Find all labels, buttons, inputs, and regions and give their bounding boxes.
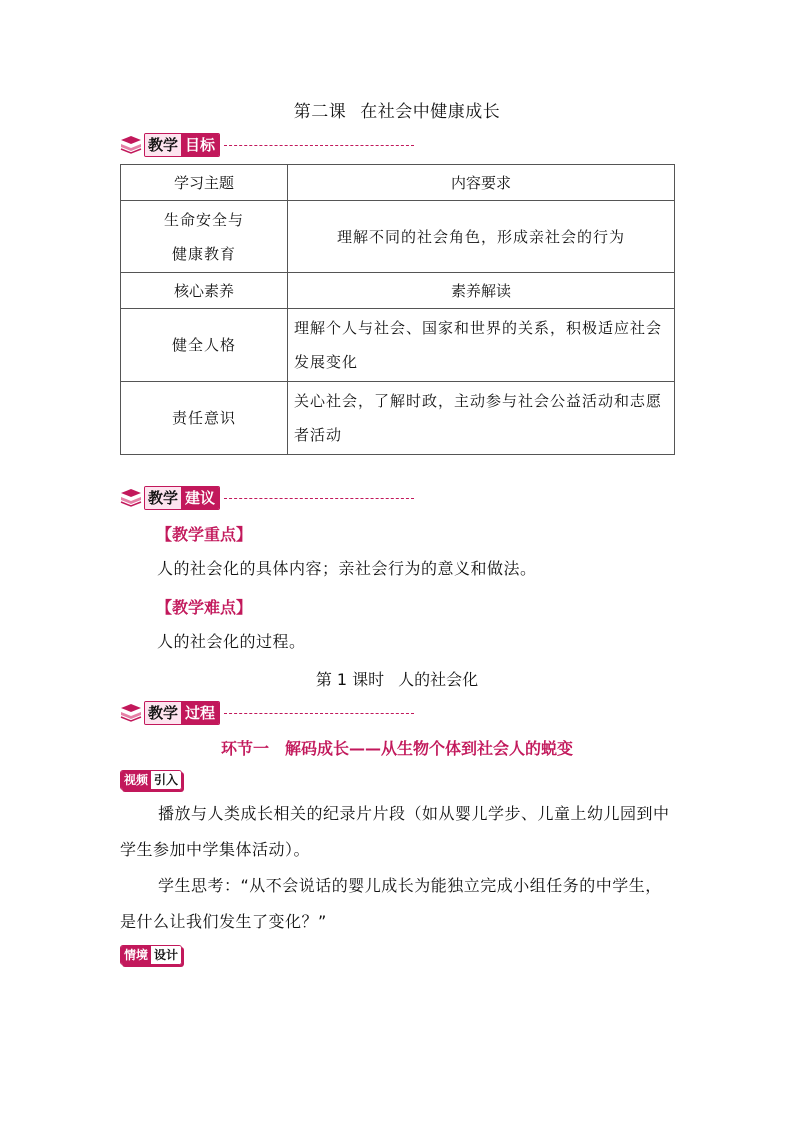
lesson-title	[0, 97, 794, 122]
table-header-cell: 内容要求	[288, 165, 675, 201]
stage-title: 环节一 解码成长——从生物个体到社会人的蜕变	[220, 739, 573, 758]
key-point-text: 人的社会化的具体内容；亲社会行为的意义和做法。	[157, 559, 537, 578]
section-process-label: 教学 过程	[144, 701, 220, 725]
table-header-cell: 学习主题	[121, 165, 288, 201]
table-cell: 理解不同的社会角色，形成亲社会的行为	[288, 201, 675, 273]
section-advice-label: 教学 建议	[144, 486, 220, 510]
table-cell: 理解个人与社会、国家和世界的关系，积极适应社会发展变化	[288, 309, 675, 382]
paragraph: 学生思考：“从不会说话的婴儿成长为能独立完成小组任务的中学生，是什么让我们发生了变化？”	[120, 876, 662, 931]
table-row	[121, 165, 675, 201]
table-header-cell: 素养解读	[288, 273, 675, 309]
section-divider	[224, 145, 414, 146]
book-icon	[120, 488, 142, 508]
table-cell: 健全人格	[121, 309, 288, 382]
section-advice-header	[120, 486, 414, 510]
section-divider	[224, 498, 414, 499]
key-point-heading: 【教学重点】	[156, 525, 253, 544]
table-row	[121, 309, 675, 382]
section-divider	[224, 713, 414, 714]
table-row	[121, 273, 675, 309]
table-cell: 责任意识	[121, 382, 288, 455]
table-cell: 关心社会，了解时政，主动参与社会公益活动和志愿者活动	[288, 382, 675, 455]
section-goals-label: 教学 目标	[144, 133, 220, 157]
class-title: 第 1 课时 人的社会化	[315, 670, 479, 689]
paragraph: 播放与人类成长相关的纪录片片段（如从婴儿学步、儿童上幼儿园到中学生参加中学集体活动）。	[120, 804, 670, 859]
lesson-name: 在社会中健康成长	[360, 102, 501, 122]
table-cell: 生命安全与 健康教育	[121, 201, 288, 273]
table-row	[121, 382, 675, 455]
difficulty-text: 人的社会化的过程。	[157, 632, 306, 651]
table-row	[121, 201, 675, 273]
book-icon	[120, 135, 142, 155]
goals-table	[120, 164, 675, 455]
video-intro-tag: 视频 引入	[120, 770, 182, 790]
section-goals-header	[120, 133, 414, 157]
difficulty-heading: 【教学难点】	[156, 598, 253, 617]
lesson-number: 第二课	[293, 102, 347, 122]
book-icon	[120, 703, 142, 723]
table-header-cell: 核心素养	[121, 273, 288, 309]
section-process-header	[120, 701, 414, 725]
scenario-design-tag: 情境 设计	[120, 945, 182, 965]
